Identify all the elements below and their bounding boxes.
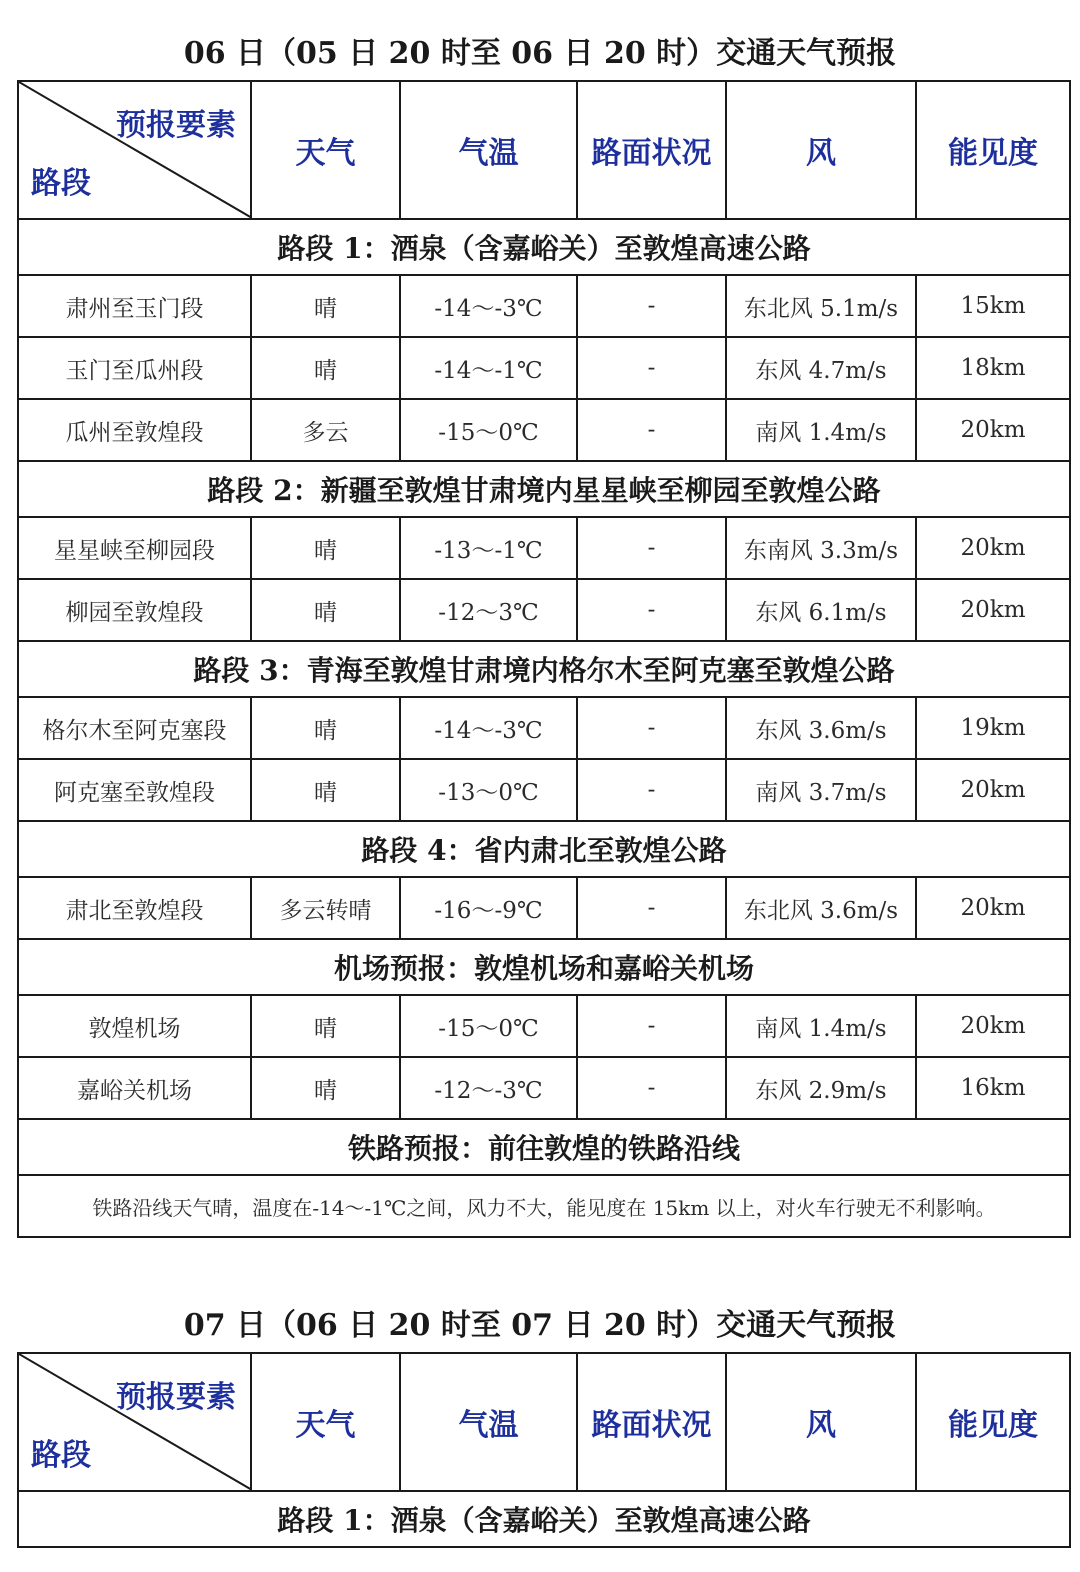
rail-note-row [18, 1175, 1070, 1237]
header-weather: 天气 [251, 81, 400, 219]
wind-cell: 东南风 3.3m/s [726, 517, 916, 579]
visibility-cell: 20km [916, 995, 1070, 1057]
diagonal-header-cell [18, 1353, 251, 1491]
section-title: 路段 4：省内肃北至敦煌公路 [18, 821, 1070, 877]
table-row [18, 697, 1070, 759]
rail-section-title: 铁路预报：前往敦煌的铁路沿线 [18, 1119, 1070, 1175]
temperature-cell: -12～-3℃ [400, 1057, 577, 1119]
header-road-segment: 路段 [31, 1438, 91, 1473]
table-row [18, 337, 1070, 399]
visibility-cell: 19km [916, 697, 1070, 759]
weather-cell: 晴 [251, 697, 400, 759]
section-row [18, 641, 1070, 697]
header-visibility: 能见度 [916, 1353, 1070, 1491]
road-condition-cell: - [577, 995, 726, 1057]
header-wind: 风 [726, 81, 916, 219]
segment-cell: 玉门至瓜州段 [18, 337, 251, 399]
section-title: 路段 1：酒泉（含嘉峪关）至敦煌高速公路 [18, 219, 1070, 275]
visibility-cell: 18km [916, 337, 1070, 399]
wind-cell: 东风 6.1m/s [726, 579, 916, 641]
header-road-condition: 路面状况 [577, 81, 726, 219]
table-row [18, 759, 1070, 821]
section-row [18, 219, 1070, 275]
wind-cell: 东北风 5.1m/s [726, 275, 916, 337]
section-title: 路段 3：青海至敦煌甘肃境内格尔木至阿克塞至敦煌公路 [18, 641, 1070, 697]
temperature-cell: -14～-1℃ [400, 337, 577, 399]
wind-cell: 南风 3.7m/s [726, 759, 916, 821]
section-title: 路段 1：酒泉（含嘉峪关）至敦煌高速公路 [18, 1491, 1070, 1547]
segment-cell: 肃北至敦煌段 [18, 877, 251, 939]
weather-cell: 晴 [251, 995, 400, 1057]
segment-cell: 格尔木至阿克塞段 [18, 697, 251, 759]
visibility-cell: 20km [916, 517, 1070, 579]
header-wind: 风 [726, 1353, 916, 1491]
temperature-cell: -13～-1℃ [400, 517, 577, 579]
header-road-segment: 路段 [31, 166, 91, 201]
wind-cell: 东风 2.9m/s [726, 1057, 916, 1119]
header-row [18, 1353, 1070, 1491]
temperature-cell: -16～-9℃ [400, 877, 577, 939]
header-temperature: 气温 [400, 81, 577, 219]
section-row [18, 461, 1070, 517]
weather-cell: 晴 [251, 1057, 400, 1119]
segment-cell: 阿克塞至敦煌段 [18, 759, 251, 821]
table-row [18, 517, 1070, 579]
section-row [18, 1491, 1070, 1547]
table-row [18, 399, 1070, 461]
temperature-cell: -14～-3℃ [400, 697, 577, 759]
segment-cell: 柳园至敦煌段 [18, 579, 251, 641]
road-condition-cell: - [577, 1057, 726, 1119]
segment-cell: 嘉峪关机场 [18, 1057, 251, 1119]
visibility-cell: 15km [916, 275, 1070, 337]
section-row [18, 1119, 1070, 1175]
header-forecast-elements: 预报要素 [116, 108, 236, 143]
road-condition-cell: - [577, 759, 726, 821]
segment-cell: 星星峡至柳园段 [18, 517, 251, 579]
table-row [18, 995, 1070, 1057]
header-temperature: 气温 [400, 1353, 577, 1491]
rail-note: 铁路沿线天气晴，温度在-14～-1℃之间，风力不大，能见度在 15km 以上，对火车行驶无不利影响。 [18, 1175, 1070, 1237]
section-row [18, 821, 1070, 877]
header-visibility: 能见度 [916, 81, 1070, 219]
road-condition-cell: - [577, 877, 726, 939]
section-title: 机场预报：敦煌机场和嘉峪关机场 [18, 939, 1070, 995]
visibility-cell: 20km [916, 579, 1070, 641]
weather-cell: 晴 [251, 337, 400, 399]
weather-cell: 多云 [251, 399, 400, 461]
wind-cell: 东北风 3.6m/s [726, 877, 916, 939]
section-row [18, 939, 1070, 995]
header-row [18, 81, 1070, 219]
visibility-cell: 20km [916, 399, 1070, 461]
segment-cell: 瓜州至敦煌段 [18, 399, 251, 461]
forecast-title-06: 06 日（05 日 20 时至 06 日 20 时）交通天气预报 [183, 36, 897, 71]
segment-cell: 敦煌机场 [18, 995, 251, 1057]
header-road-condition: 路面状况 [577, 1353, 726, 1491]
forecast-title-07: 07 日（06 日 20 时至 07 日 20 时）交通天气预报 [183, 1308, 897, 1343]
temperature-cell: -13～0℃ [400, 759, 577, 821]
visibility-cell: 20km [916, 877, 1070, 939]
wind-cell: 东风 4.7m/s [726, 337, 916, 399]
weather-cell: 晴 [251, 759, 400, 821]
temperature-cell: -15～0℃ [400, 995, 577, 1057]
temperature-cell: -12～3℃ [400, 579, 577, 641]
visibility-cell: 16km [916, 1057, 1070, 1119]
road-condition-cell: - [577, 275, 726, 337]
weather-cell: 晴 [251, 517, 400, 579]
road-condition-cell: - [577, 517, 726, 579]
header-weather: 天气 [251, 1353, 400, 1491]
weather-cell: 晴 [251, 579, 400, 641]
wind-cell: 南风 1.4m/s [726, 399, 916, 461]
forecast-table-07 [17, 1352, 1071, 1548]
temperature-cell: -14～-3℃ [400, 275, 577, 337]
table-row [18, 579, 1070, 641]
weather-cell: 多云转晴 [251, 877, 400, 939]
section-title: 路段 2：新疆至敦煌甘肃境内星星峡至柳园至敦煌公路 [18, 461, 1070, 517]
weather-cell: 晴 [251, 275, 400, 337]
road-condition-cell: - [577, 399, 726, 461]
wind-cell: 南风 1.4m/s [726, 995, 916, 1057]
table-row [18, 1057, 1070, 1119]
visibility-cell: 20km [916, 759, 1070, 821]
road-condition-cell: - [577, 337, 726, 399]
temperature-cell: -15～0℃ [400, 399, 577, 461]
wind-cell: 东风 3.6m/s [726, 697, 916, 759]
header-forecast-elements: 预报要素 [116, 1380, 236, 1415]
table-row [18, 275, 1070, 337]
road-condition-cell: - [577, 697, 726, 759]
road-condition-cell: - [577, 579, 726, 641]
segment-cell: 肃州至玉门段 [18, 275, 251, 337]
forecast-table-06 [17, 80, 1071, 1238]
diagonal-header-cell [18, 81, 251, 219]
table-row [18, 877, 1070, 939]
